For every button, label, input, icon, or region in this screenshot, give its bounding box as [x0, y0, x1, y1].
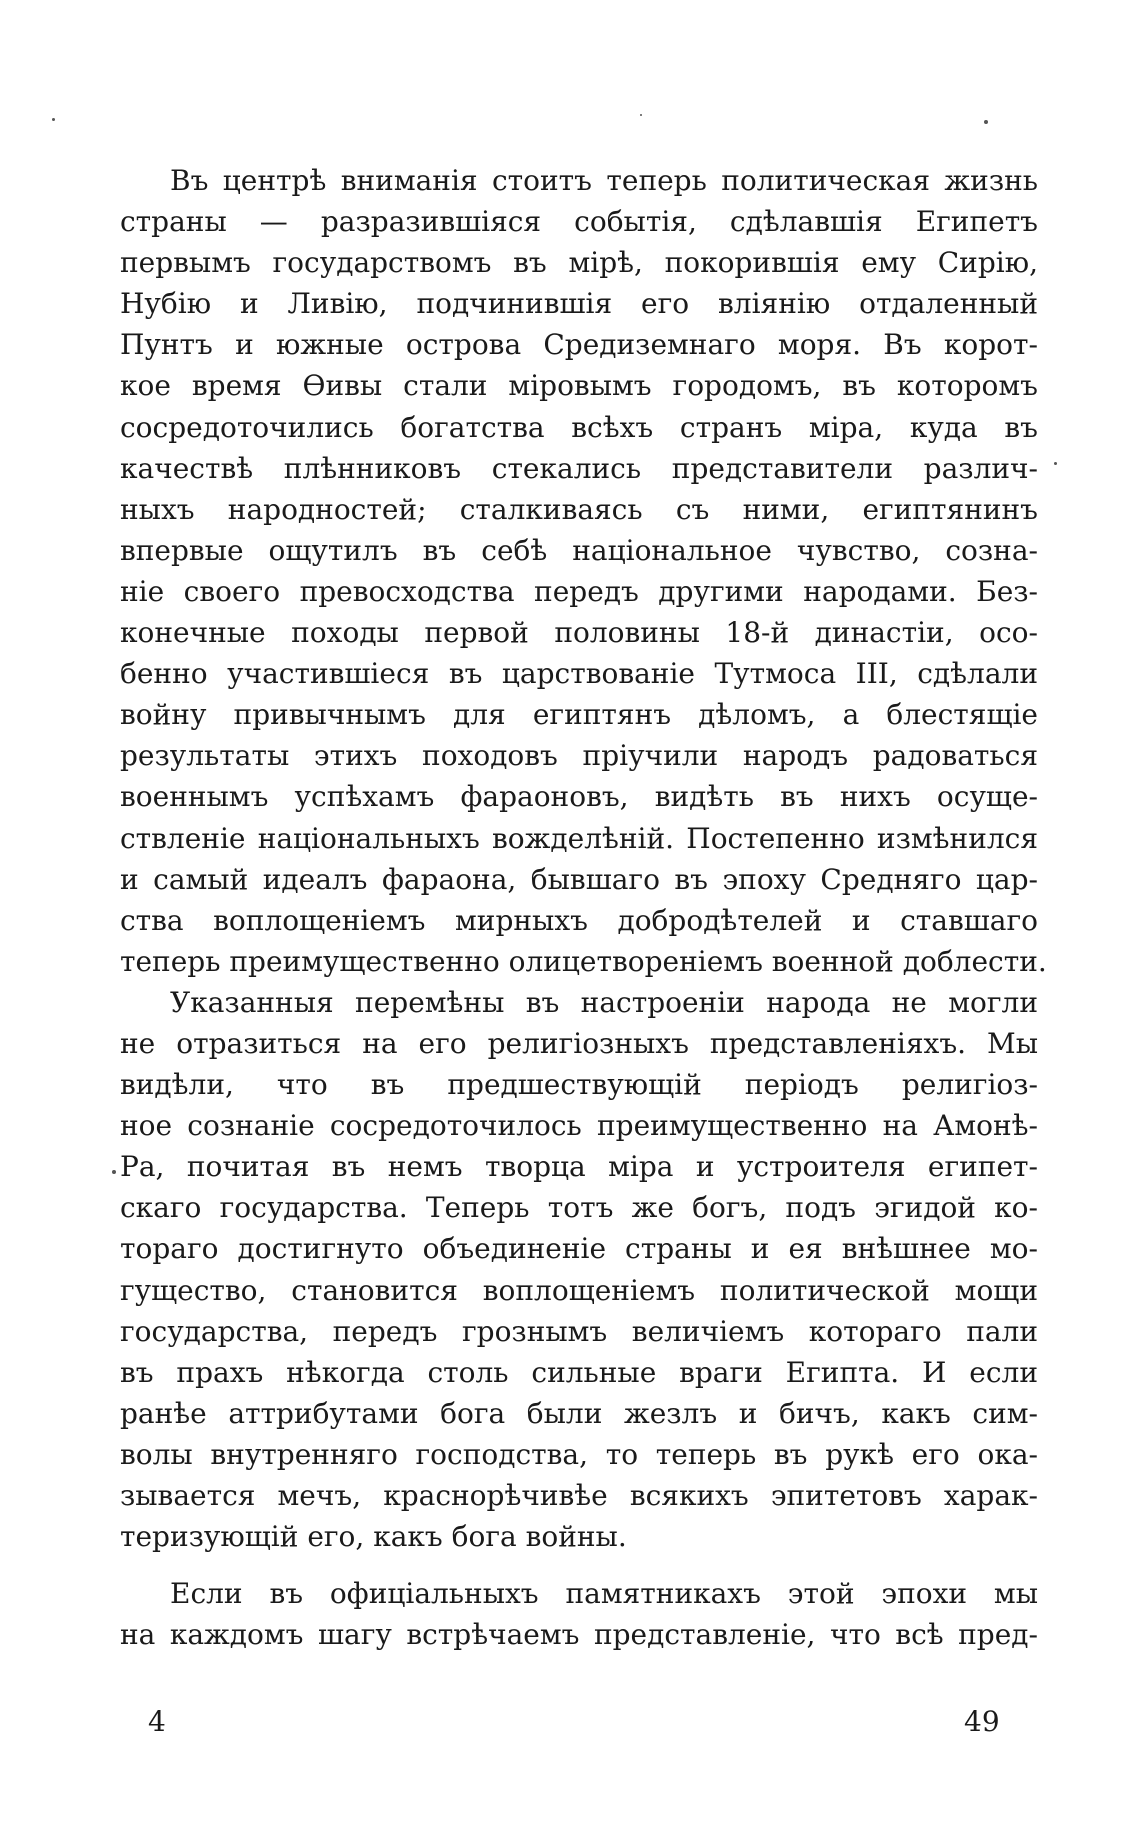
page-number: 49: [964, 1705, 1000, 1738]
text-line: ства воплощеніемъ мирныхъ добродѣтелей и ставшаго: [120, 903, 1038, 937]
text-line: ныхъ народностей; сталкиваясь съ ними, египтянинъ: [120, 492, 1038, 526]
text-line: государства, передъ грознымъ величіемъ котораго пали: [120, 1314, 1038, 1348]
text-line: не отразиться на его религіозныхъ представленіяхъ. Мы: [120, 1026, 1038, 1060]
text-line: Въ центрѣ вниманія стоитъ теперь политическая жизнь: [170, 164, 1038, 197]
paragraph-2: [120, 982, 1038, 1557]
text-line: страны — разразившіяся событія, сдѣлавшія Египетъ: [120, 205, 1038, 239]
text-line: въ прахъ нѣкогда столь сильные враги Египта. И если: [120, 1355, 1038, 1389]
signature-mark: 4: [148, 1705, 166, 1738]
text-line: кое время Ѳивы стали міровымъ городомъ, въ которомъ: [120, 369, 1038, 403]
text-line: военнымъ успѣхамъ фараоновъ, видѣть въ нихъ осуще-: [120, 780, 1038, 814]
text-line: войну привычнымъ для египтянъ дѣломъ, а блестящіе: [120, 698, 1038, 732]
text-line: Ра, почитая въ немъ творца міра и устроителя египет-: [120, 1150, 1038, 1184]
text-line: Если въ офиціальныхъ памятникахъ этой эпохи мы: [170, 1577, 1038, 1611]
text-line: на каждомъ шагу встрѣчаемъ представленіе, что всѣ пред-: [120, 1618, 1038, 1652]
text-line: конечные походы первой половины 18-й династіи, осо-: [120, 616, 1038, 650]
body-text: [120, 160, 1047, 1655]
text-line: Нубію и Ливію, подчинившія его вліянію отдаленный: [120, 287, 1038, 321]
text-line: ное сознаніе сосредоточилось преимущественно на Амонѣ-: [120, 1109, 1038, 1143]
text-line: качествѣ плѣнниковъ стекались представители различ-: [120, 451, 1038, 485]
text-line: волы внутренняго господства, то теперь въ рукѣ его ока-: [120, 1437, 1038, 1471]
text-line: ствленіе національныхъ вожделѣній. Постепенно измѣнился: [120, 821, 1038, 855]
text-line: гущество, становится воплощеніемъ политической мощи: [120, 1273, 1038, 1307]
text-line: теризующій его, какъ бога войны.: [120, 1520, 627, 1554]
text-line: видѣли, что въ предшествующій періодъ религіоз-: [120, 1068, 1038, 1102]
text-line: ранѣе аттрибутами бога были жезлъ и бичъ, какъ сим-: [120, 1396, 1038, 1430]
text-line: зывается мечъ, краснорѣчивѣе всякихъ эпитетовъ харак-: [120, 1479, 1038, 1512]
paragraph-3: [120, 1573, 1038, 1655]
text-line: впервые ощутилъ въ себѣ національное чувство, созна-: [120, 533, 1038, 567]
text-line: Указанныя перемѣны въ настроеніи народа не могли: [170, 985, 1038, 1019]
text-line: Пунтъ и южные острова Средиземнаго моря. Въ корот-: [120, 328, 1038, 362]
scan-speck: [52, 118, 55, 121]
text-line: результаты этихъ походовъ пріучили народъ радоваться: [120, 739, 1038, 773]
text-line: сосредоточились богатства всѣхъ странъ міра, куда въ: [120, 410, 1038, 444]
scan-speck: [640, 114, 642, 116]
scan-speck: [984, 120, 988, 124]
text-line: тораго достигнуто объединеніе страны и ея внѣшнее мо-: [120, 1232, 1038, 1266]
text-line: скаго государства. Теперь тотъ же богъ, подъ эгидой ко-: [120, 1191, 1038, 1225]
scan-speck: [112, 1170, 116, 1174]
text-line: бенно участившіеся въ царствованіе Тутмоса III, сдѣлали: [120, 657, 1038, 691]
text-line: теперь преимущественно олицетвореніемъ военной доблести.: [120, 944, 1047, 978]
text-line: первымъ государствомъ въ мірѣ, покорившія ему Сирію,: [120, 246, 1038, 280]
scan-speck: [1054, 462, 1057, 465]
text-line: ніе своего превосходства передъ другими народами. Без-: [120, 574, 1038, 608]
paragraph-1: [120, 160, 1047, 982]
text-line: и самый идеалъ фараона, бывшаго въ эпоху Средняго цар-: [120, 862, 1038, 896]
